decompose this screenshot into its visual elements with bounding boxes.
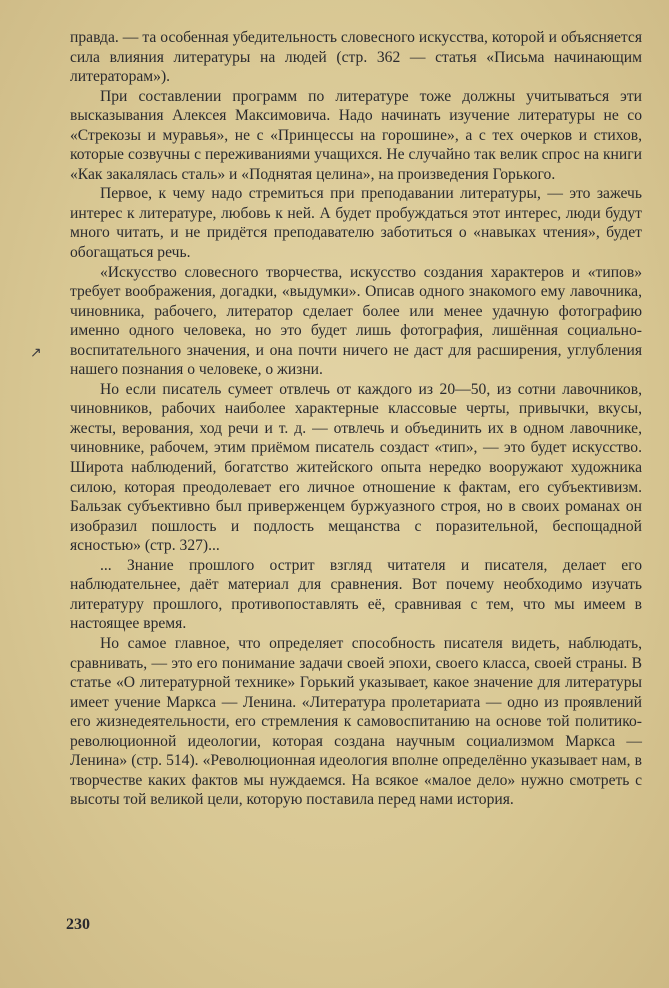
paragraph: Но самое главное, что определяет способность писателя видеть, наблюдать, сравнивать, — это его понимание задачи своей эпохи, своего класса, своей страны. В статье «О литературной технике» Горький указывает, какое значение для литературы имеет учение Маркса — Ленина. «Литература пролетариата — одно из проявлений его жизнедеятельности, его стремления к самовоспитанию на основе той политико-революционной идеологии, которая создана научным социализмом Маркса — Ленина» (стр. 514). «Революционная идеология вполне определённо указывает нам, в творчестве каких фактов мы нуждаемся. На всякое «малое дело» нужно смотреть с высоты той великой цели, которую поставила перед нами история. — [70, 634, 642, 809]
page-number: 230 — [66, 916, 90, 933]
paragraph: При составлении программ по литературе тоже должны учитываться эти высказывания Алексея Максимовича. Надо начинать изучение литературы не со «Стрекозы и муравья», не с «Принцессы на горошине», а с тех очерков и стихов, которые созвучны с переживаниями учащихся. Не случайно так велик спрос на книги «Как закалялась сталь» и «Поднятая целина», на произведения Горького. — [70, 87, 642, 183]
page-text — [70, 28, 642, 810]
margin-mark: ↗ — [30, 346, 42, 361]
paragraph: «Искусство словесного творчества, искусство создания характеров и «типов» требует воображения, догадки, «выдумки». Описав одного знакомого ему лавочника, чиновника, рабочего, литератор сделает более или менее удачную фотографию именно одного человека, но это будет лишь фотография, лишённая социально-воспитательного значения, и она почти ничего не даст для расширения, углубления нашего познания о человеке, о жизни. — [70, 263, 642, 379]
paragraph: ... Знание прошлого острит взгляд читателя и писателя, делает его наблюдательнее, даёт материал для сравнения. Вот почему необходимо изучать литературу прошлого, противопоставлять её, сравнивая с тем, что мы имеем в настоящее время. — [70, 556, 642, 633]
paragraph: правда. — та особенная убедительность словесного искусства, которой и объясняется сила влияния литературы на людей (стр. 362 — статья «Письма начинающим литераторам»). — [70, 29, 642, 86]
paragraph: Но если писатель сумеет отвлечь от каждого из 20—50, из сотни лавочников, чиновников, рабочих наиболее характерные классовые черты, привычки, вкусы, жесты, верования, ход речи и т. д. — отвлечь и объединить их в одном лавочнике, чиновнике, рабочем, этим приёмом писатель создаст «тип», — это будет искусство. Широта наблюдений, богатство житейского опыта нередко вооружают художника силою, которая преодолевает его личное отношение к фактам, его субъективизм. Бальзак субъективно был приверженцем буржуазного строя, но в своих романах он изобразил пошлость и подлость мещанства с поразительной, беспощадной ясностью» (стр. 327)... — [70, 380, 642, 555]
paragraph: Первое, к чему надо стремиться при преподавании литературы, — это зажечь интерес к литературе, любовь к ней. А будет пробуждаться этот интерес, люди будут много читать, и не придётся преподавателю заботиться о «навыках чтения», будет обогащаться речь. — [70, 185, 642, 262]
